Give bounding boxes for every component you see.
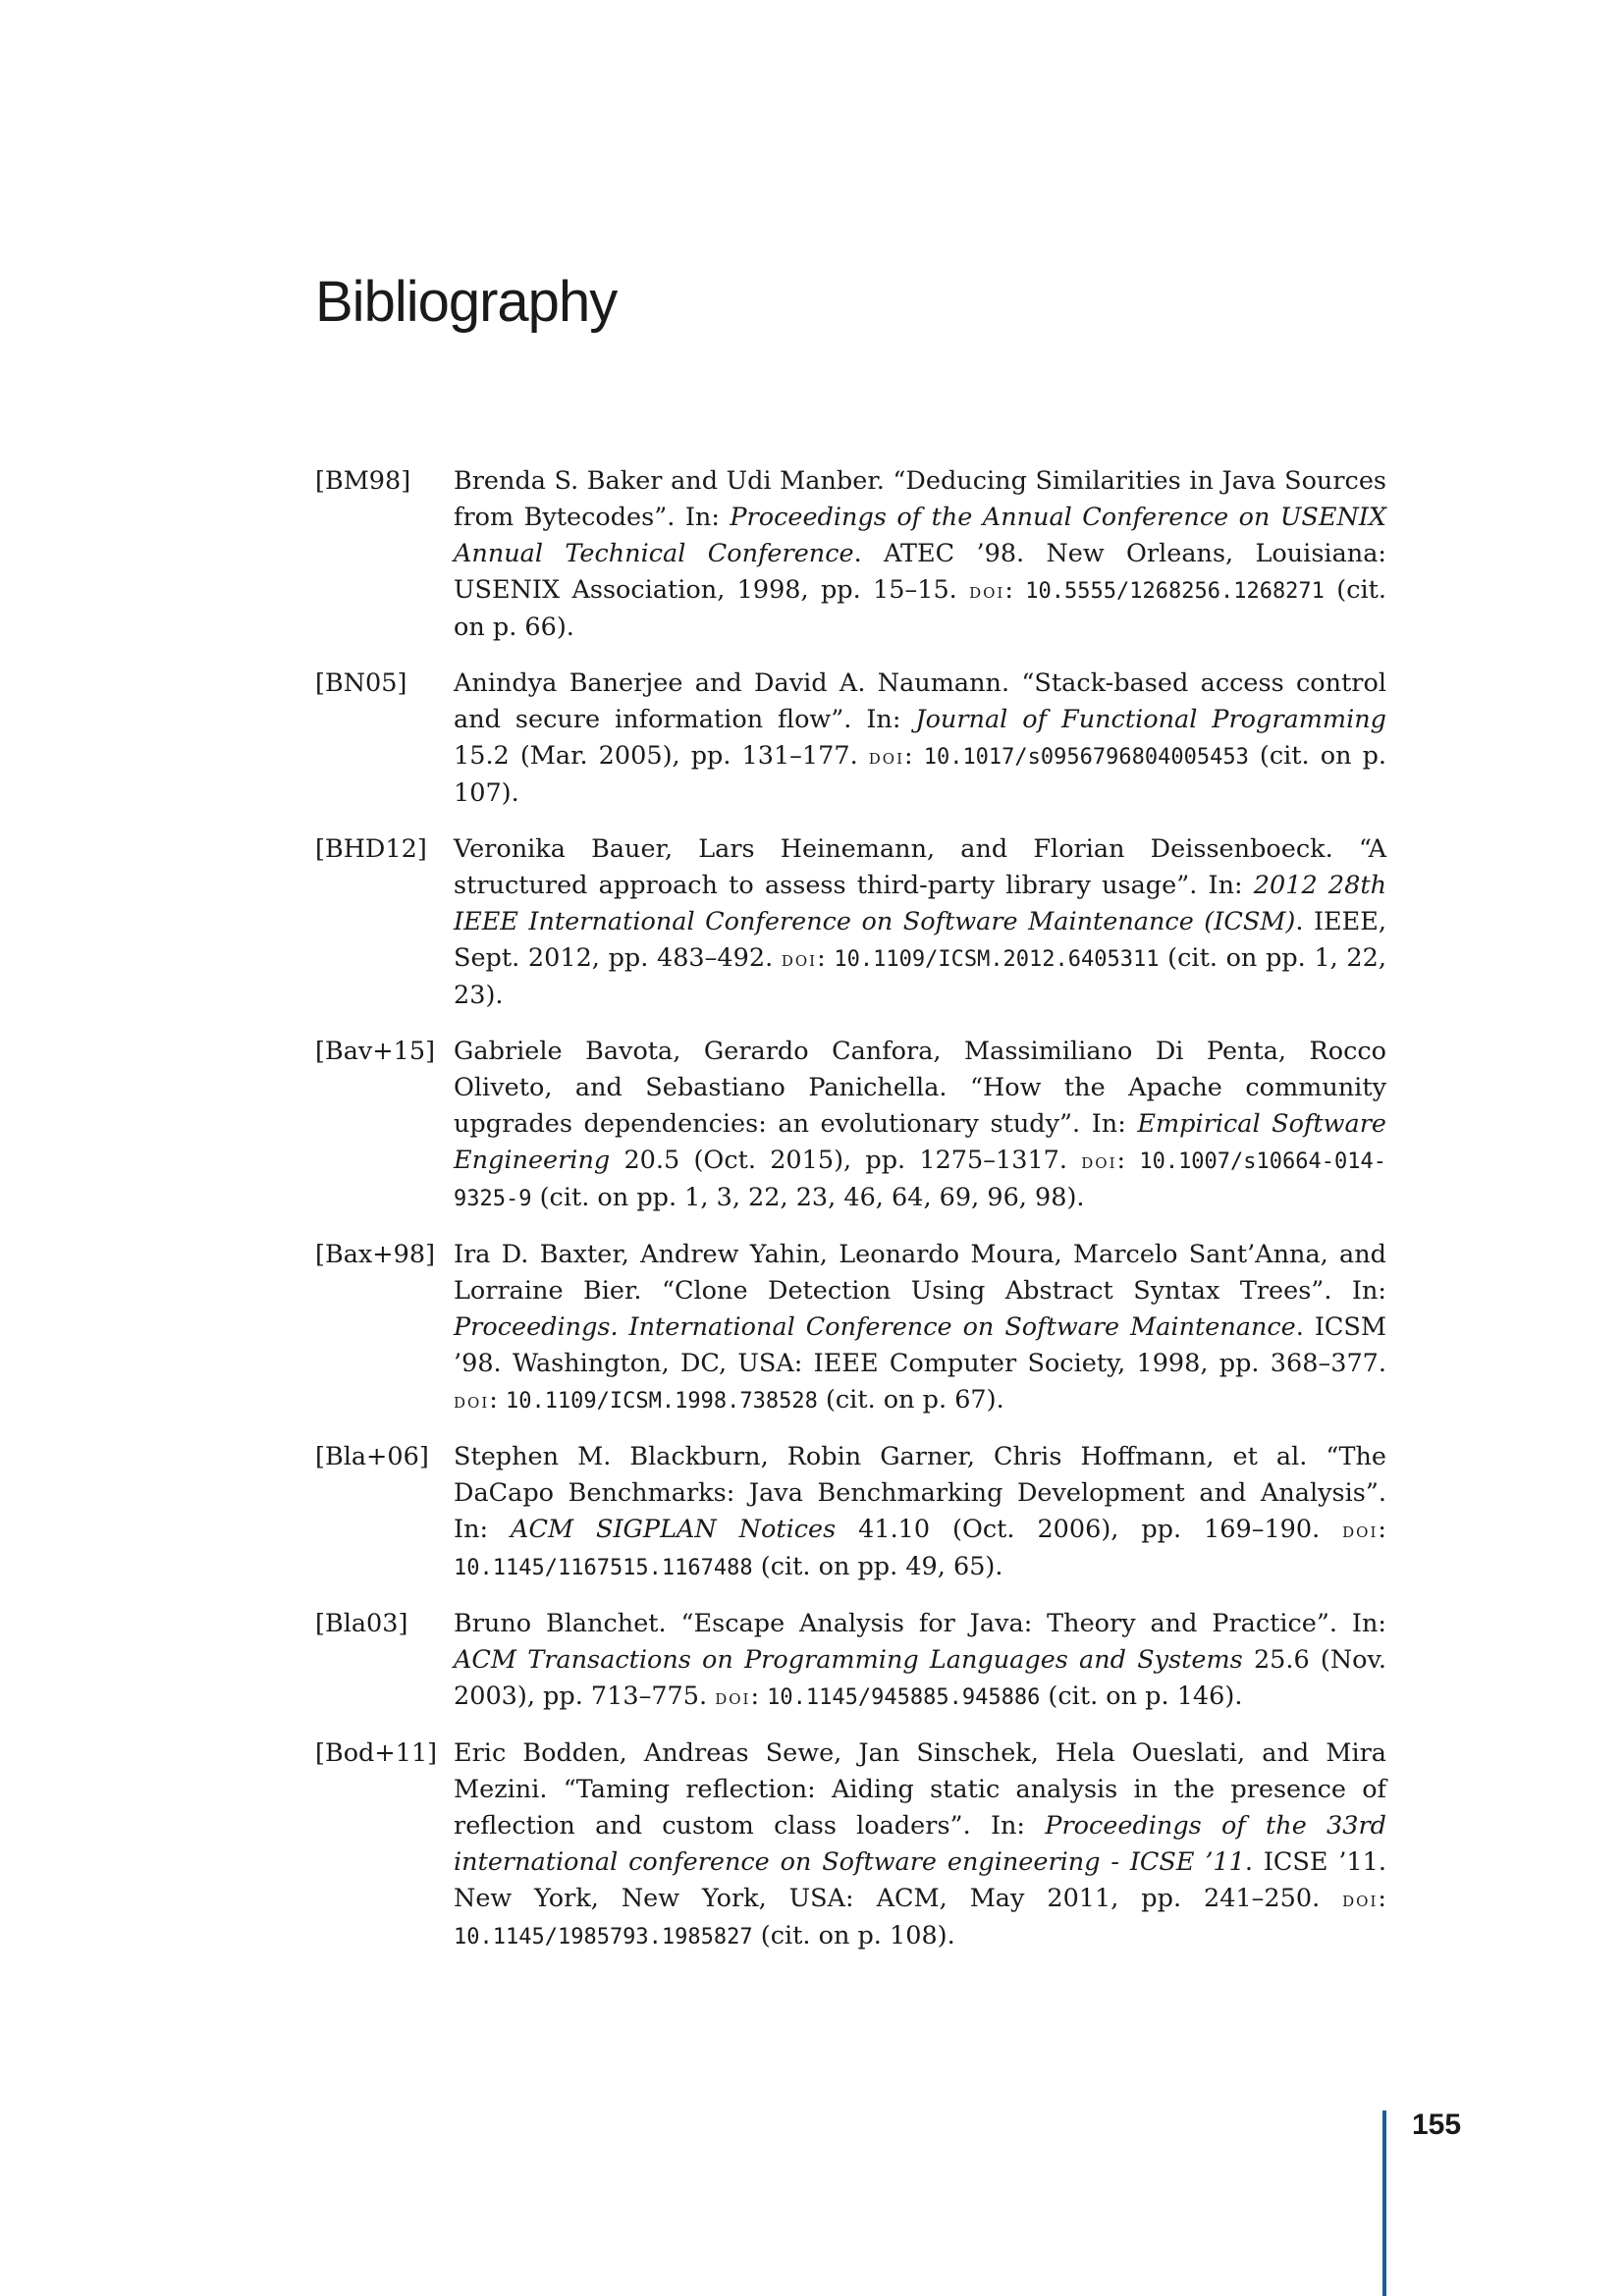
bib-entry-bod11 [315, 1735, 1395, 1955]
citation-key: [Bla03] [315, 1609, 408, 1638]
doi-link[interactable]: 10.1145/1985793.1985827 [454, 1925, 753, 1949]
citation-venue: Proceedings. International Conference on Software Maintenance [454, 1312, 1296, 1342]
page-margin-rule [1382, 2110, 1386, 2296]
citation-venue: Empirical Software Engineering [454, 1109, 1386, 1175]
doi-label: doi [781, 947, 818, 971]
citation-text: Anindya Banerjee and David A. Naumann. “Stack-based access control and secure information flow”. In: Journal of Functional Programming 15.2 (Mar. 2005), pp. 131–177. doi: 10.1017/s0956796804005453 (cit. on p. 107). [454, 668, 1386, 808]
bib-entry-bax98 [315, 1237, 1395, 1419]
page-number: 155 [1412, 2109, 1462, 2141]
citation-text: Veronika Bauer, Lars Heinemann, and Florian Deissenboeck. “A structured approach to assess third-party library usage”. In: 2012 28th IEEE International Conference on Software Maintenance (ICSM). IEEE, Sept. 2012, pp. 483–492. doi: 10.1109/ICSM.2012.6405311 (cit. on pp. 1, 22, 23). [454, 834, 1386, 1010]
doi-link[interactable]: 10.1109/ICSM.2012.6405311 [834, 947, 1160, 972]
doi-label: doi [868, 745, 905, 769]
citation-text: Bruno Blanchet. “Escape Analysis for Java: Theory and Practice”. In: ACM Transactions on Programming Languages and Systems 25.6 (Nov. 2003), pp. 713–775. doi: 10.1145/945885.945886 (cit. on p. 146). [454, 1609, 1387, 1711]
citation-text: Brenda S. Baker and Udi Manber. “Deducing Similarities in Java Sources from Bytecodes”. In: Proceedings of the Annual Conference on USENIX Annual Technical Conference. ATEC ’98. New Orleans, Louisiana: USENIX Association, 1998, pp. 15–15. doi: 10.5555/1268256.1268271 (cit. on p. 66). [454, 466, 1386, 642]
citation-text: Eric Bodden, Andreas Sewe, Jan Sinschek, Hela Oueslati, and Mira Mezini. “Taming reflection: Aiding static analysis in the presence of reflection and custom class loaders”. In: Proceedings of the 33rd international conference on Software engineering - ICSE ’11. ICSE ’11. New York, New York, USA: ACM, May 2011, pp. 241–250. doi: 10.1145/1985793.1985827 (cit. on p. 108). [454, 1738, 1387, 1950]
citation-key: [BM98] [315, 466, 411, 496]
citation-key: [BN05] [315, 668, 407, 698]
citation-key: [Bod+11] [315, 1738, 438, 1768]
doi-label: doi [1342, 1888, 1379, 1911]
doi-label: doi [715, 1685, 751, 1709]
citation-text: Ira D. Baxter, Andrew Yahin, Leonardo Moura, Marcelo Sant’Anna, and Lorraine Bier. “Clone Detection Using Abstract Syntax Trees”. In: Proceedings. International Conference on Software Maintenance. ICSM ’98. Washington, DC, USA: IEEE Computer Society, 1998, pp. 368–377. doi: 10.1109/ICSM.1998.738528 (cit. on p. 67). [454, 1240, 1387, 1415]
citation-key: [Bax+98] [315, 1240, 436, 1269]
doi-link[interactable]: 10.1109/ICSM.1998.738528 [505, 1389, 818, 1414]
bibliography-list [315, 463, 1395, 1975]
citation-text: Gabriele Bavota, Gerardo Canfora, Massimiliano Di Penta, Rocco Oliveto, and Sebastiano Panichella. “How the Apache community upgrades dependencies: an evolutionary study”. In: Empirical Software Engineering 20.5 (Oct. 2015), pp. 1275–1317. doi: 10.1007/s10664-014-9325-9 (cit. on pp. 1, 3, 22, 23, 46, 64, 69, 96, 98). [454, 1037, 1386, 1212]
page-title: Bibliography [315, 270, 618, 334]
doi-link[interactable]: 10.5555/1268256.1268271 [1025, 579, 1325, 604]
doi-label: doi [1081, 1149, 1117, 1173]
bib-entry-bav15 [315, 1034, 1395, 1217]
doi-label: doi [1342, 1519, 1379, 1542]
doi-link[interactable]: 10.1007/s10664-014-9325-9 [454, 1149, 1386, 1211]
citation-key: [BHD12] [315, 834, 427, 864]
bib-entry-bn05 [315, 666, 1395, 812]
doi-label: doi [969, 579, 1005, 603]
doi-link[interactable]: 10.1145/1167515.1167488 [454, 1556, 753, 1580]
doi-link[interactable]: 10.1145/945885.945886 [767, 1685, 1041, 1710]
bib-entry-bhd12 [315, 831, 1395, 1014]
doi-link[interactable]: 10.1017/s0956796804005453 [923, 745, 1249, 770]
citation-venue: Proceedings of the 33rd international conference on Software engineering - ICSE ’11 [454, 1811, 1387, 1877]
citation-key: [Bav+15] [315, 1037, 436, 1066]
citation-venue: ACM SIGPLAN Notices [511, 1515, 837, 1544]
citation-venue: Journal of Functional Programming [915, 705, 1386, 734]
citation-text: Stephen M. Blackburn, Robin Garner, Chris Hoffmann, et al. “The DaCapo Benchmarks: Java Benchmarking Development and Analysis”. In: ACM SIGPLAN Notices 41.10 (Oct. 2006), pp. 169–190. doi: 10.1145/1167515.1167488 (cit. on pp. 49, 65). [454, 1442, 1386, 1581]
doi-label: doi [454, 1389, 490, 1413]
citation-venue: ACM Transactions on Programming Languages and Systems [454, 1645, 1243, 1675]
citation-key: [Bla+06] [315, 1442, 429, 1471]
bib-entry-bla06 [315, 1439, 1395, 1586]
bib-entry-bm98 [315, 463, 1395, 646]
citation-venue: Proceedings of the Annual Conference on USENIX Annual Technical Conference [454, 503, 1386, 568]
bib-entry-bla03 [315, 1606, 1395, 1716]
citation-venue: 2012 28th IEEE International Conference on Software Maintenance (ICSM) [454, 871, 1386, 936]
